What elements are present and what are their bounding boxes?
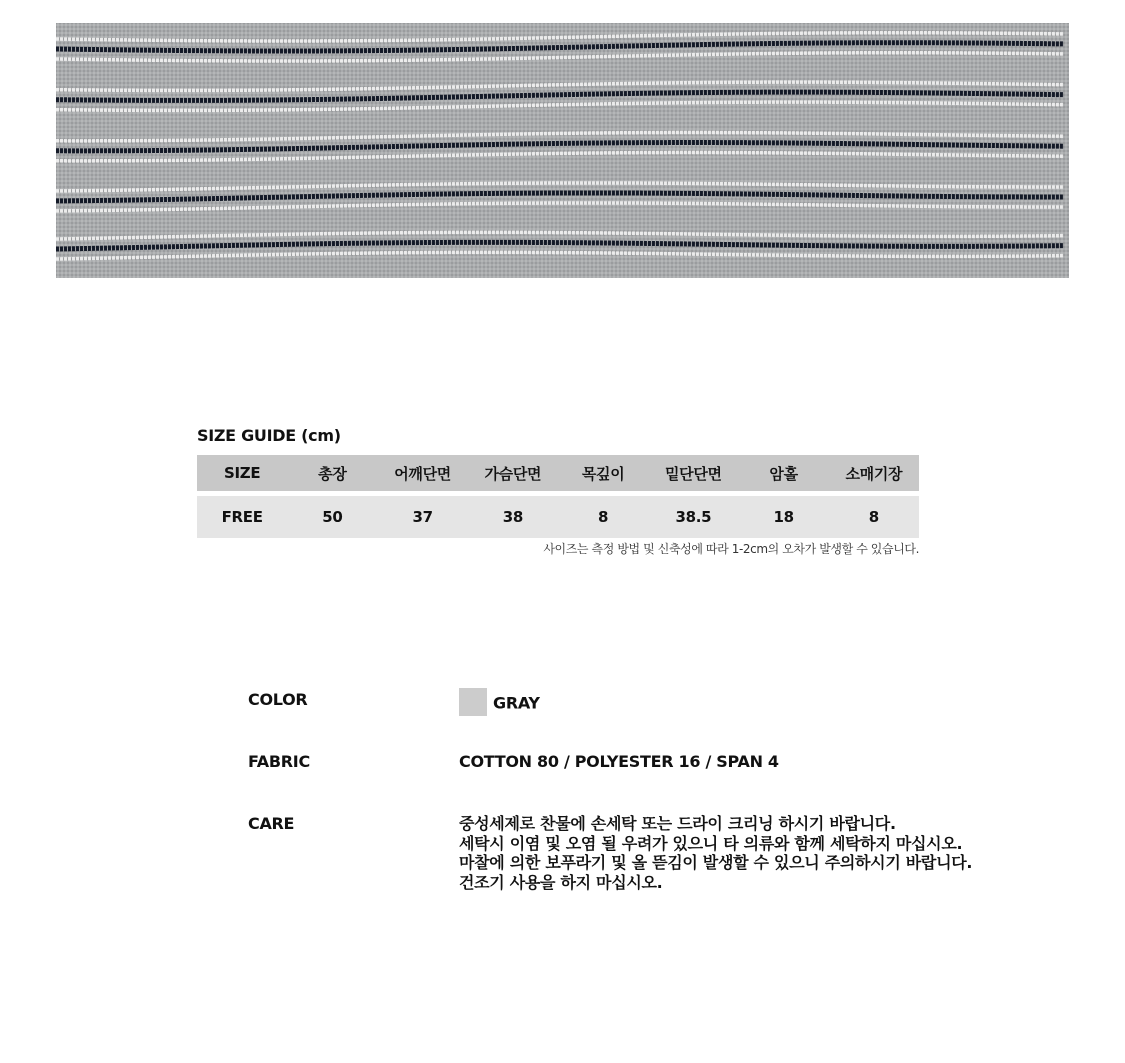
fabric-white-stripe (56, 53, 1064, 61)
fabric-white-stripe (56, 102, 1064, 110)
armhole-col-header: 암홀 (769, 464, 798, 483)
fabric-closeup-image (56, 23, 1069, 278)
fabric-white-stripe (56, 252, 1064, 259)
fabric-navy-stripe (56, 43, 1064, 51)
sleeve-cell: 8 (868, 508, 879, 526)
length-cell: 50 (322, 508, 343, 526)
gray-color-swatch (459, 688, 487, 716)
fabric-navy-stripe (56, 193, 1064, 201)
hem-col-header: 밑단단면 (664, 464, 722, 483)
size-tolerance-note: 사이즈는 측정 방법 및 신축성에 따라 1-2cm의 오차가 발생할 수 있습니다. (543, 542, 919, 556)
product-info (248, 690, 1008, 892)
care-line: 건조기 사용을 하지 마십시오. (459, 872, 663, 892)
size-guide (197, 426, 919, 557)
care-line: 세탁시 이염 및 오염 될 우려가 있으니 타 의류와 함께 세탁하지 마십시오. (459, 833, 963, 853)
sleeve-col-header: 소매기장 (845, 464, 903, 483)
care-line: 중성세제로 찬물에 손세탁 또는 드라이 크리닝 하시기 바랍니다. (459, 814, 896, 833)
neck-depth-col-header: 목깊이 (581, 464, 625, 483)
table-row (197, 496, 919, 538)
size-table (197, 455, 919, 538)
size-guide-title: SIZE GUIDE (cm) (197, 426, 341, 445)
hem-cell: 38.5 (675, 508, 712, 526)
fabric-white-stripe (56, 153, 1064, 161)
fabric-white-stripe (56, 183, 1064, 191)
chest-col-header: 가슴단면 (484, 464, 542, 483)
neck-depth-cell: 8 (598, 508, 609, 526)
fabric-composition: COTTON 80 / POLYESTER 16 / SPAN 4 (459, 752, 779, 771)
shoulder-cell: 37 (412, 508, 433, 526)
color-label: COLOR (248, 690, 308, 709)
fabric-white-stripe (56, 203, 1064, 211)
color-row (248, 690, 1008, 752)
length-col-header: 총장 (318, 464, 347, 483)
size-cell: FREE (221, 508, 263, 526)
fabric-navy-stripe (56, 242, 1064, 249)
fabric-stripes (56, 23, 1069, 278)
armhole-cell: 18 (773, 508, 794, 526)
color-name: GRAY (493, 693, 540, 713)
care-label: CARE (248, 814, 295, 833)
fabric-white-stripe (56, 232, 1064, 239)
shoulder-col-header: 어깨단면 (394, 464, 451, 483)
fabric-navy-stripe (56, 143, 1064, 151)
size-col-header: SIZE (223, 464, 261, 482)
fabric-label: FABRIC (248, 752, 310, 771)
fabric-row (248, 752, 1008, 814)
fabric-white-stripe (56, 33, 1064, 41)
fabric-white-stripe (56, 133, 1064, 141)
size-table-header-row (197, 455, 919, 491)
color-value (459, 690, 540, 718)
fabric-white-stripe (56, 82, 1064, 90)
care-instructions (459, 814, 972, 892)
care-line: 마찰에 의한 보푸라기 및 올 뜯김이 발생할 수 있으니 주의하시기 바랍니다. (459, 853, 973, 872)
chest-cell: 38 (502, 508, 524, 526)
fabric-navy-stripe (56, 92, 1064, 100)
